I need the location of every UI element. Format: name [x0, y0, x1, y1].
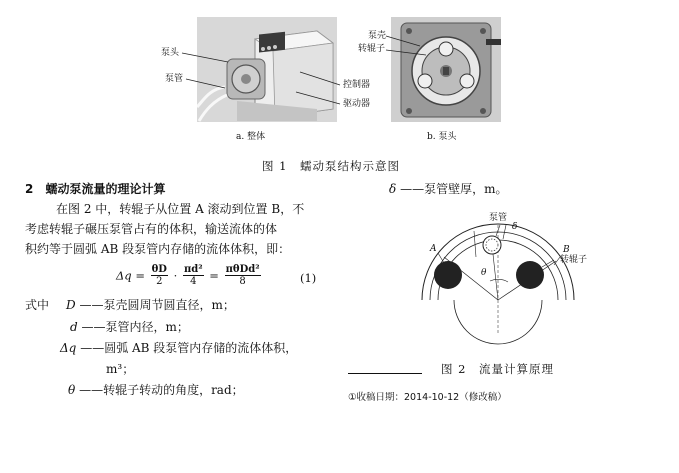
equation-number: (1): [300, 271, 317, 285]
footnote-received-date: ①收稿日期：2014-10-12（修改稿）: [348, 392, 507, 403]
label-pump-shell: 泵壳: [368, 31, 387, 41]
section-title: 蠕动泵流量的理论计算: [45, 182, 166, 196]
eq-f2-num: πd²: [183, 264, 203, 275]
eq-fraction-3: [225, 264, 261, 287]
eq-f1-num: θD: [151, 264, 167, 275]
figure1-caption: 图 1 蠕动泵结构示意图: [262, 159, 400, 173]
definition-d-text: ——泵管内径，m；: [81, 320, 189, 334]
eq-fraction-2: [183, 264, 204, 287]
label-pump-head: 泵头: [161, 48, 180, 58]
subcaption-a: a. 整体: [236, 132, 266, 142]
definition-theta: [68, 381, 244, 398]
subcaption-b: b. 泵头: [427, 132, 457, 142]
eq-dot: ·: [173, 268, 178, 283]
figure2-diagram: [410, 205, 590, 345]
fig2-label-theta: θ: [481, 268, 487, 278]
section-heading: [25, 180, 166, 197]
label-controller: 控制器: [343, 80, 371, 90]
section-number: 2: [25, 182, 34, 196]
fig2-label-b: B: [563, 245, 570, 255]
eq-f2-den: 4: [190, 276, 197, 287]
definition-theta-text: ——转辊子转动的角度，rad；: [79, 383, 244, 397]
figure1-leader-lines: [0, 0, 679, 140]
label-pump-tube: 泵管: [165, 74, 184, 84]
fig2-label-roller: 转辊子: [560, 255, 588, 265]
eq-fraction-1: [151, 264, 168, 287]
definition-dq: [60, 339, 297, 356]
footnote-rule: [348, 373, 422, 374]
symbol-d: d: [70, 320, 78, 334]
definitions-intro: 式中: [25, 298, 50, 312]
definition-d: [70, 318, 189, 335]
definition-delta: [389, 180, 507, 197]
figure2-caption: 图 2 流量计算原理: [441, 362, 554, 376]
eq-lhs: Δq =: [116, 268, 145, 283]
eq-f3-den: 8: [239, 276, 246, 287]
paragraph-line-2: 考虑转辊子碾压泵管占有的体积，输送流体的体: [25, 222, 278, 236]
definition-dq-cont: m³；: [106, 362, 135, 376]
paragraph-line-1: 在图 2 中，转辊子从位置 A 滚动到位置 B，不: [56, 202, 305, 216]
label-roller: 转辊子: [358, 44, 386, 54]
label-driver: 驱动器: [343, 99, 371, 109]
definition-dq-text: ——圆弧 AB 段泵管内存储的流体体积，: [80, 341, 298, 355]
definition-delta-text: ——泵管壁厚，m。: [400, 182, 508, 196]
symbol-dq: Δq: [60, 341, 77, 355]
paragraph-line-3: 积约等于圆弧 AB 段泵管内存储的流体体积，即：: [25, 242, 291, 256]
eq-equals: =: [209, 268, 219, 283]
equation-1: [116, 264, 263, 287]
fig2-label-delta: δ: [512, 222, 518, 232]
eq-f3-num: πθDd²: [225, 264, 260, 275]
definition-D: [66, 296, 235, 313]
fig2-label-a: A: [430, 244, 437, 254]
symbol-D: D: [66, 298, 76, 312]
symbol-delta: δ: [389, 182, 397, 196]
fig2-label-tube: 泵管: [489, 213, 508, 223]
definition-D-text: ——泵壳圆周节圆直径，m；: [79, 298, 235, 312]
symbol-theta: θ: [68, 383, 76, 397]
body-paragraph: [25, 199, 328, 259]
eq-f1-den: 2: [156, 276, 163, 287]
